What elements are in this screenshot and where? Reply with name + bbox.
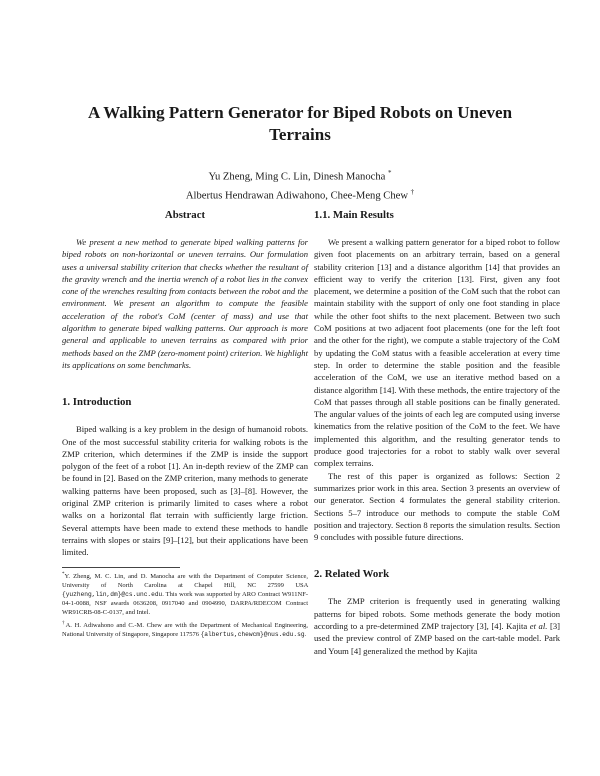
authors-line-2: Albertus Hendrawan Adiwahono, Chee-Meng Chew † — [185, 187, 415, 202]
author-footnote-mark-1: * — [388, 169, 392, 177]
related-work-heading: 2. Related Work — [314, 568, 390, 581]
footnote-2: †A. H. Adiwahono and C.-M. Chew are with the Department of Mechanical Engineering, National University of Singapore, Singapore 117576 {albertus,chewcm}@nus.edu.sg. — [62, 620, 308, 638]
introduction-heading: 1. Introduction — [62, 396, 132, 409]
footnote-1-email: {yuzheng,lin,dm}@cs.unc.edu — [62, 590, 163, 598]
footnote-1: *Y. Zheng, M. C. Lin, and D. Manocha are with the Department of Computer Science, University of North Carolina at Chapel Hill, NC 27599 USA {yuzheng,lin,dm}@cs.unc.edu. This work was supported by ARO Contract W911NF-04-1-0088, NSF awards 0636208, 0917040 and 0904990, DARPA/RDECOM Contract WR91CRB-08-C-0137, and Intel. — [62, 571, 308, 616]
main-results-heading: 1.1. Main Results — [314, 209, 394, 221]
abstract-heading: Abstract — [164, 209, 206, 221]
related-work-text: The ZMP criterion is frequently used in generating walking patterns for biped robots. Some methods generate the body motion according to a pre-determined ZMP trajectory [3], [4]. Kajita et al. [3] used the preview control of ZMP based on the cart-table model. Park and Youm [4] generalized the method by Kajita — [314, 596, 560, 656]
footnote-2-email: {albertus,chewcm}@nus.edu.sg — [200, 630, 305, 638]
introduction-text: Biped walking is a key problem in the design of humanoid robots. One of the most successful stability criteria for walking robots is the ZMP criterion, which determines if the ZMP is inside the support polygon of the feet of a robot [1]. An in-depth review of the ZMP can be found in [2]. Based on the ZMP criterion, many methods to generate walking patterns have been proposed, such as [3]–[8]. However, the original ZMP criterion is primarily limited to cases where a robot walks on a horizontal flat terrain with sufficiently large friction. Several attempts have been made to extend these methods to handle terrains with slopes or stairs [9]–[12], but their applications have been limited. — [62, 424, 308, 558]
main-results-paragraph-1: We present a walking pattern generator for a biped robot to follow given foot placements on an arbitrary terrain, based on a general stability criterion [13] and a distance algorithm [14] that provides an efficient way to verify the criterion [13]. First, given any foot placement, we determine a position of the CoM such that the robot can maintain stability with the support of only one foot standing in place while the other foot shifts to the next placement. Between two such CoM positions at two adjacent foot placements (one for the left foot and the other for the right), we compute a stable trajectory of the CoM by updating the CoM status with a feasible acceleration at every time step. In order to determine the stable position and the feasible acceleration of the CoM, we use an iterative method based on a distance algorithm [14]. With these methods, the entire trajectory of the CoM that passes through all stable positions can be finally generated. The angular values of the joints of each leg are computed using inverse kinematics from the relative position of the CoM to the feet. We have implemented this algorithm, and the resulting generator tends to produce good trajectories for a robot to stably walk over several complex terrains. — [314, 237, 560, 469]
paper-title: A Walking Pattern Generator for Biped Robots on Uneven Terrains — [87, 103, 513, 144]
abstract-text: We present a new method to generate biped walking patterns for biped robots on non-horizontal or uneven terrains. Our formulation uses a universal stability criterion that checks whether the resultant of the gravity wrench and the inertia wrench of a robot lies in the convex cone of the wrenches resulting from contacts between the robot and the environment. We present an algorithm to compute the feasible acceleration of the robot's CoM (center of mass) and use that algorithm to generate biped walking patterns. Our approach is more general and applicable to uneven terrains as compared with prior methods based on the ZMP (zero-moment point) criterion. We highlight its applications on some benchmarks. — [62, 237, 308, 370]
author-footnote-mark-2: † — [410, 187, 415, 196]
main-results-paragraph-2: The rest of this paper is organized as follows: Section 2 summarizes prior work in this area. Section 3 presents an overview of our generator. Section 4 formulates the general stability criterion. Sections 5–7 introduce our methods to compute the stable CoM position and trajectory. Section 8 reports the simulation results. Section 9 concludes with possible future directions. — [314, 470, 560, 543]
authors-line-1: Yu Zheng, Ming C. Lin, Dinesh Manocha * — [208, 169, 392, 183]
right-column — [314, 208, 560, 657]
left-column — [62, 208, 308, 639]
footnote-rule — [62, 567, 180, 568]
author-block — [60, 166, 540, 203]
